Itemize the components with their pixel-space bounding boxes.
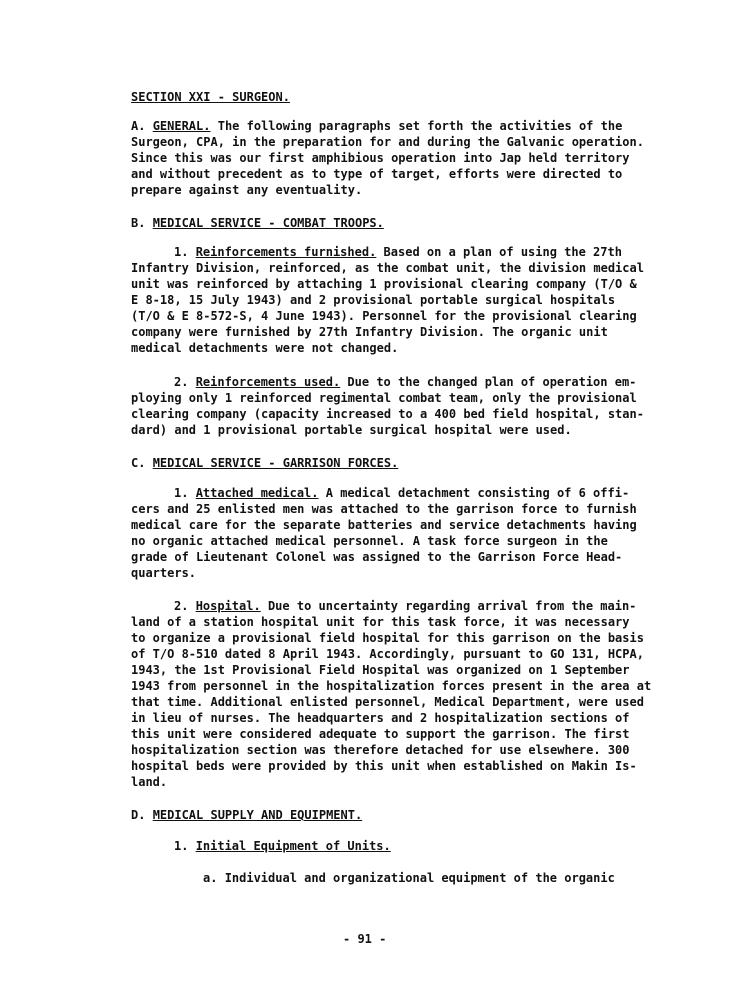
da-marker: a. [203, 871, 225, 885]
section-a-text-line-3: Since this was our first amphibious operation into Jap held territory [131, 151, 630, 165]
section-b-marker: B. [131, 216, 153, 230]
da-line [203, 871, 615, 887]
section-c-heading-line [131, 456, 398, 472]
c2-text-line-11: hospital beds were provided by this unit when established on Makin Is- [131, 759, 637, 773]
b1-text-line-2: Infantry Division, reinforced, as the combat unit, the division medical [131, 261, 644, 275]
c1-first-line [174, 486, 629, 502]
c2-text-line-9: this unit were considered adequate to support the garrison. The first [131, 727, 630, 741]
section-a-marker: A. [131, 119, 153, 133]
d1-heading: Initial Equipment of Units. [195, 839, 391, 853]
section-b-heading-line [131, 216, 384, 232]
b2-text-line-2: ploying only 1 reinforced regimental combat team, only the provisional [131, 391, 637, 405]
d1-line [174, 839, 391, 855]
b2-text-line-1: Due to the changed plan of operation em- [347, 375, 637, 389]
section-c-heading: MEDICAL SERVICE - GARRISON FORCES. [152, 456, 399, 470]
b2-marker: 2. [174, 375, 196, 389]
c2-text-line-1: Due to uncertainty regarding arrival from the main- [267, 599, 637, 613]
c2-text-line-6: 1943 from personnel in the hospitalization forces present in the area at [131, 679, 652, 693]
section-c-marker: C. [131, 456, 153, 470]
section-title: SECTION XXI - SURGEON. [131, 90, 290, 104]
c1-text-line-2: cers and 25 enlisted men was attached to the garrison force to furnish [131, 502, 637, 516]
section-a-first-line [131, 119, 622, 135]
b1-first-line [174, 245, 622, 261]
c1-text-line-5: grade of Lieutenant Colonel was assigned to the Garrison Force Head- [131, 550, 623, 564]
b1-text-line-6: company were furnished by 27th Infantry Division. The organic unit [131, 325, 608, 339]
section-a-text-line-4: and without precedent as to type of target, efforts were directed to [131, 167, 623, 181]
section-a-text-line-1: The following paragraphs set forth the activities of the [217, 119, 623, 133]
b1-text-line-5: (T/O & E 8-572-S, 4 June 1943). Personnel for the provisional clearing [131, 309, 637, 323]
b2-text-line-4: dard) and 1 provisional portable surgical hospital were used. [131, 423, 572, 437]
section-d-heading-line [131, 808, 362, 824]
c1-text-line-4: no organic attached medical personnel. A task force surgeon in the [131, 534, 608, 548]
section-a-text-line-2: Surgeon, CPA, in the preparation for and during the Galvanic operation. [131, 135, 644, 149]
c2-text-line-7: that time. Additional enlisted personnel, Medical Department, were used [131, 695, 644, 709]
c2-text-line-3: to organize a provisional field hospital for this garrison on the basis [131, 631, 644, 645]
c1-text-line-3: medical care for the separate batteries and service detachments having [131, 518, 637, 532]
c1-text-line-6: quarters. [131, 566, 197, 580]
c2-text-line-5: 1943, the 1st Provisional Field Hospital was organized on 1 September [131, 663, 630, 677]
c2-text-line-10: hospitalization section was therefore detached for use elsewhere. 300 [131, 743, 630, 757]
c2-first-line [174, 599, 636, 615]
b2-heading: Reinforcements used. [195, 375, 341, 389]
c1-text-line-1: A medical detachment consisting of 6 offi- [325, 486, 630, 500]
da-text: Individual and organizational equipment of the organic [224, 871, 615, 885]
section-d-heading: MEDICAL SUPPLY AND EQUIPMENT. [152, 808, 363, 822]
c2-heading: Hospital. [195, 599, 261, 613]
b1-text-line-3: unit was reinforced by attaching 1 provisional clearing company (T/O & [131, 277, 637, 291]
section-a-text-line-5: prepare against any eventuality. [131, 183, 363, 197]
c1-marker: 1. [174, 486, 196, 500]
c1-heading: Attached medical. [195, 486, 319, 500]
d1-marker: 1. [174, 839, 196, 853]
b2-first-line [174, 375, 636, 391]
page-number: - 91 - [343, 932, 387, 946]
c2-text-line-4: of T/O 8-510 dated 8 April 1943. Accordingly, pursuant to GO 131, HCPA, [131, 647, 644, 661]
b2-text-line-3: clearing company (capacity increased to a 400 bed field hospital, stan- [131, 407, 644, 421]
b1-marker: 1. [174, 245, 196, 259]
b1-text-line-7: medical detachments were not changed. [131, 341, 399, 355]
b1-text-line-4: E 8-18, 15 July 1943) and 2 provisional portable surgical hospitals [131, 293, 616, 307]
section-d-marker: D. [131, 808, 153, 822]
section-a-heading: GENERAL. [152, 119, 211, 133]
c2-text-line-2: land of a station hospital unit for this task force, it was necessary [131, 615, 630, 629]
c2-text-line-8: in lieu of nurses. The headquarters and 2 hospitalization sections of [131, 711, 630, 725]
b1-text-line-1: Based on a plan of using the 27th [383, 245, 622, 259]
c2-marker: 2. [174, 599, 196, 613]
c2-text-line-12: land. [131, 775, 168, 789]
section-b-heading: MEDICAL SERVICE - COMBAT TROOPS. [152, 216, 384, 230]
b1-heading: Reinforcements furnished. [195, 245, 377, 259]
